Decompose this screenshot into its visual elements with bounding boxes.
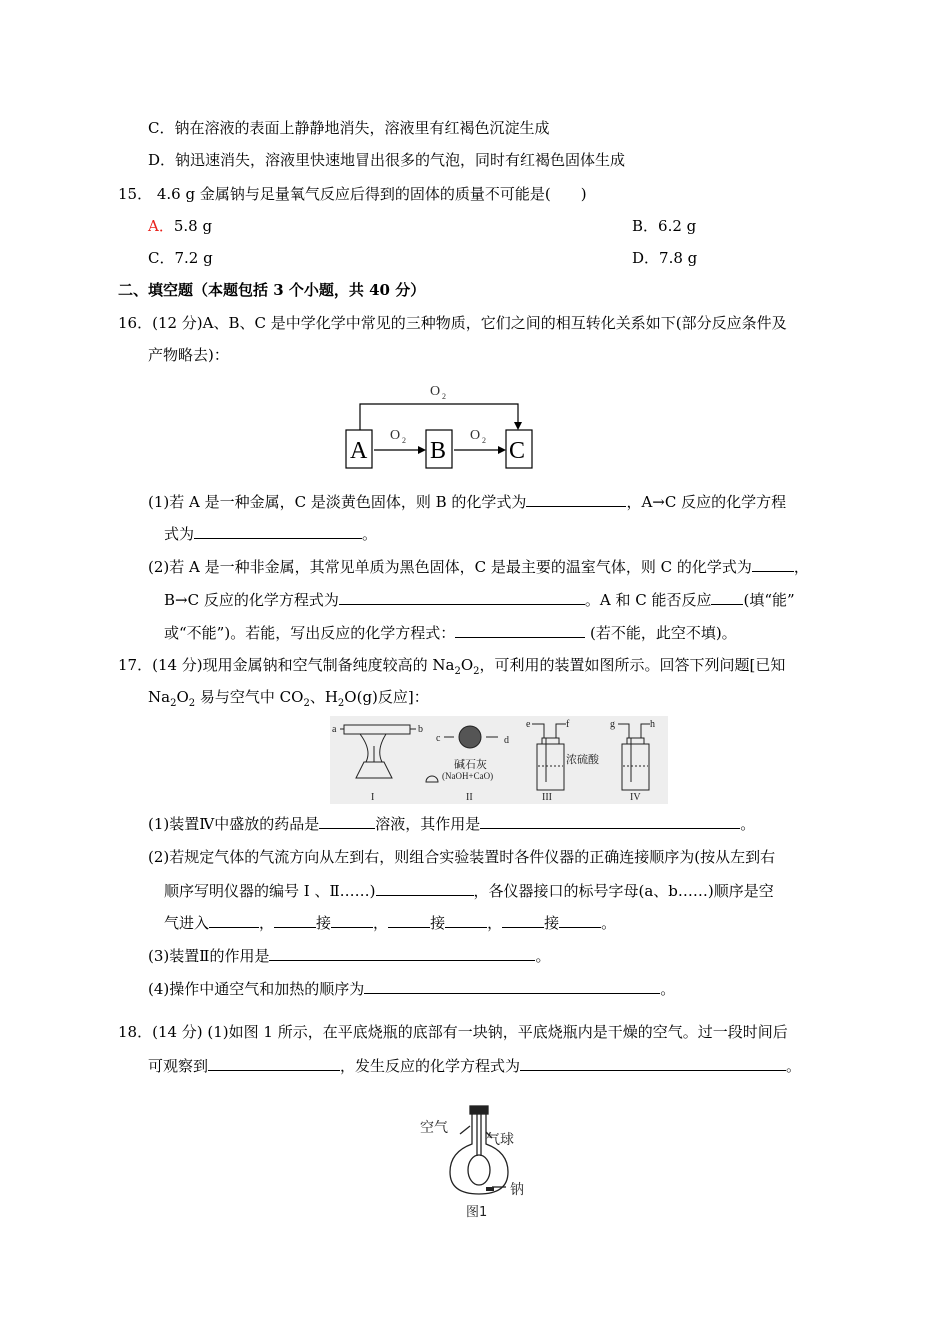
q17-jie-2: 接: [430, 914, 446, 932]
q14-option-c: C．钠在溶液的表面上静静地消失，溶液里有红褐色沉淀生成: [148, 119, 550, 137]
q17-p1-a: (1)装置Ⅳ中盛放的药品是: [148, 815, 320, 833]
section-title: 二、填空题（本题包括 3 个小题，共 40 分）: [118, 281, 426, 299]
q16-part2-line3: [164, 622, 737, 643]
q16-part1-line1: [148, 491, 786, 512]
q17-blank-2[interactable]: [274, 912, 316, 928]
label-f: f: [566, 719, 570, 730]
q16-p2-blank-eq[interactable]: [339, 589, 585, 605]
q16-p2-text-f: 或“不能”)。若能，写出反应的化学方程式：: [164, 624, 456, 642]
q16-part2-line2: [164, 589, 795, 610]
q17-p2-c: ，各仪器接口的标号字母(a、b……)顺序是空: [473, 882, 774, 900]
label-h: h: [650, 719, 655, 730]
q17-stem-line2: [148, 687, 429, 714]
q16-p1-blank-b[interactable]: [526, 491, 626, 507]
q17-sub-5: 2: [303, 698, 310, 709]
q17-blank-4[interactable]: [388, 912, 430, 928]
q16-p1-text-a: (1)若 A 是一种金属，C 是淡黄色固体，则 B 的化学式为: [148, 493, 527, 511]
q14-option-d: D．钠迅速消失，溶液里快速地冒出很多的气泡，同时有红褐色固体生成: [148, 151, 626, 169]
balloon-label: 气球: [486, 1132, 514, 1148]
flask: [450, 1114, 508, 1194]
q17-sub-2: 2: [473, 666, 480, 677]
sodium-label: 钠: [510, 1182, 524, 1198]
q17-p2-d: 气进入: [164, 914, 210, 932]
q15-option-b: B．6.2 g: [632, 217, 697, 235]
q17-part1: [148, 813, 755, 834]
q18-figure-1: [420, 1104, 540, 1224]
balloon-shape: [468, 1155, 490, 1185]
q16-p2-text-b: ，: [793, 558, 809, 576]
q15-option-a-value: 5.8 g: [173, 217, 213, 235]
q18-blank-observation[interactable]: [208, 1055, 340, 1071]
q17-p3-blank[interactable]: [269, 945, 535, 961]
conc-acid-label: 浓硫酸: [566, 754, 599, 766]
soda-lime-label: 碱石灰: [454, 759, 487, 771]
q17-apparatus-figure: [330, 716, 668, 804]
q17-p4-blank[interactable]: [364, 978, 660, 994]
q18-stem-line1: 18．(14 分) (1)如图 1 所示，在平底烧瓶的底部有一块钠，平底烧瓶内是干燥的空气。过一段时间后: [118, 1023, 788, 1041]
q16-conversion-diagram: [340, 378, 540, 472]
apparatus-num-2: II: [466, 792, 473, 803]
stopper: [470, 1106, 488, 1114]
q17-p1-blank-purpose[interactable]: [480, 813, 740, 829]
q17-l2-e: O(g)反应]：: [344, 688, 429, 706]
label-g: g: [610, 719, 615, 730]
q17-blank-3[interactable]: [331, 912, 373, 928]
q17-stem-line1: [118, 655, 785, 682]
label-b: B: [430, 438, 447, 464]
q17-sub-1: 2: [454, 666, 461, 677]
figure-caption: 图1: [466, 1205, 488, 1220]
q17-blank-1[interactable]: [209, 912, 259, 928]
q17-l2-d: 、H: [309, 688, 338, 706]
apparatus-num-3: III: [542, 792, 552, 803]
q16-stem-line2: 产物略去)：: [148, 346, 229, 364]
q16-part2-line1: [148, 556, 809, 577]
q17-part2-line3: [164, 912, 616, 933]
q18-blank-equation[interactable]: [520, 1055, 786, 1071]
q16-p1-text-b: ，A→C 反应的化学方程: [626, 493, 787, 511]
q17-blank-5[interactable]: [445, 912, 487, 928]
q17-l1-a: 17．(14 分)现用金属钠和空气制备纯度较高的 Na: [118, 656, 455, 674]
label-b: b: [418, 724, 423, 735]
apparatus-ii-bulb: [459, 726, 481, 748]
o2-bc: O: [470, 428, 481, 443]
q15-option-d: D．7.8 g: [632, 249, 698, 267]
q17-l1-b: O: [460, 656, 474, 674]
q16-part1-line2: [164, 523, 377, 544]
q17-part4: [148, 978, 675, 999]
q15-option-a: [148, 216, 212, 236]
q15-option-a-letter: A．: [148, 217, 174, 235]
q17-sep-1: ，: [259, 914, 275, 932]
q17-l2-c: 易与空气中 CO: [195, 688, 304, 706]
q17-blank-6[interactable]: [502, 912, 544, 928]
q17-sep-2: ，: [373, 914, 389, 932]
q17-end: 。: [601, 914, 617, 932]
q16-p2-text-d: 。A 和 C 能否反应: [584, 591, 712, 609]
q17-part3: [148, 945, 550, 966]
q17-p2-b: 顺序写明仪器的编号 Ⅰ 、Ⅱ……): [164, 882, 376, 900]
q16-p1-text-c: 式为: [164, 525, 195, 543]
sodium-piece: [486, 1187, 494, 1191]
q17-jie-1: 接: [316, 914, 332, 932]
apparatus-num-4: IV: [630, 792, 641, 803]
o2-ab: O: [390, 428, 401, 443]
q17-sub-3: 2: [170, 698, 177, 709]
o2-ab-sub: 2: [402, 436, 406, 445]
q17-p1-b: 溶液，其作用是: [375, 815, 481, 833]
q17-l1-c: ，可利用的装置如图所示。回答下列问题[已知: [479, 656, 786, 674]
q18-l2-c: 。: [786, 1057, 802, 1075]
label-c: C: [509, 438, 526, 464]
q17-l2-a: Na: [148, 688, 171, 706]
q17-sep-3: ，: [487, 914, 503, 932]
q16-p2-text-e: (填“能”: [743, 591, 795, 609]
o2-bc-sub: 2: [482, 436, 486, 445]
label-a: a: [332, 724, 337, 735]
label-d: d: [504, 735, 509, 746]
q16-p2-blank-yesno[interactable]: [711, 589, 743, 605]
q17-part2-line2: [164, 880, 774, 901]
q17-sub-6: 2: [337, 698, 345, 709]
q17-sub-4: 2: [188, 698, 196, 709]
label-c: c: [436, 733, 441, 744]
q18-l2-a: 可观察到: [148, 1057, 209, 1075]
q17-p1-c: 。: [740, 815, 756, 833]
label-e: e: [526, 719, 531, 730]
q16-p2-blank-eq2[interactable]: [455, 622, 585, 638]
q16-p1-blank-eq[interactable]: [194, 523, 362, 539]
q17-p4-b: 。: [660, 980, 676, 998]
soda-lime-formula: (NaOH+CaO): [442, 771, 494, 781]
q17-p2-blank-order[interactable]: [376, 880, 474, 896]
top-arrow-line: [360, 404, 518, 430]
o2-top-sub: 2: [442, 392, 446, 401]
air-label: 空气: [420, 1120, 448, 1136]
q16-p1-text-d: 。: [362, 525, 378, 543]
q15-option-c: C．7.2 g: [148, 249, 213, 267]
q17-p3-a: (3)装置Ⅱ的作用是: [148, 947, 270, 965]
q16-stem-line1: 16．(12 分)A、B、C 是中学化学中常见的三种物质，它们之间的相互转化关系如下(部分反应条件及: [118, 314, 787, 332]
o2-top: O: [430, 384, 441, 399]
q17-l2-b: O: [176, 688, 189, 706]
q17-jie-3: 接: [544, 914, 560, 932]
q17-p1-blank-reagent[interactable]: [319, 813, 375, 829]
q16-p2-text-a: (2)若 A 是一种非金属，其常见单质为黑色固体，C 是最主要的温室气体，则 C 的化学式为: [148, 558, 752, 576]
q16-p2-text-c: B→C 反应的化学方程式为: [164, 591, 339, 609]
label-a: A: [350, 438, 368, 464]
apparatus-num-1: I: [371, 792, 375, 803]
q17-p3-b: 。: [535, 947, 551, 965]
q18-stem-line2: [148, 1055, 801, 1076]
q15-stem: 15． 4.6 g 金属钠与足量氧气反应后得到的固体的质量不可能是( ): [118, 185, 587, 203]
q16-p2-text-g: (若不能，此空不填)。: [585, 624, 737, 642]
q17-blank-7[interactable]: [559, 912, 601, 928]
q17-part2-line1: (2)若规定气体的气流方向从左到右，则组合实验装置时各件仪器的正确连接顺序为(按从左到右: [148, 848, 776, 866]
q16-p2-blank-c[interactable]: [752, 556, 794, 572]
q17-p4-a: (4)操作中通空气和加热的顺序为: [148, 980, 365, 998]
q18-l2-b: ，发生反应的化学方程式为: [340, 1057, 521, 1075]
